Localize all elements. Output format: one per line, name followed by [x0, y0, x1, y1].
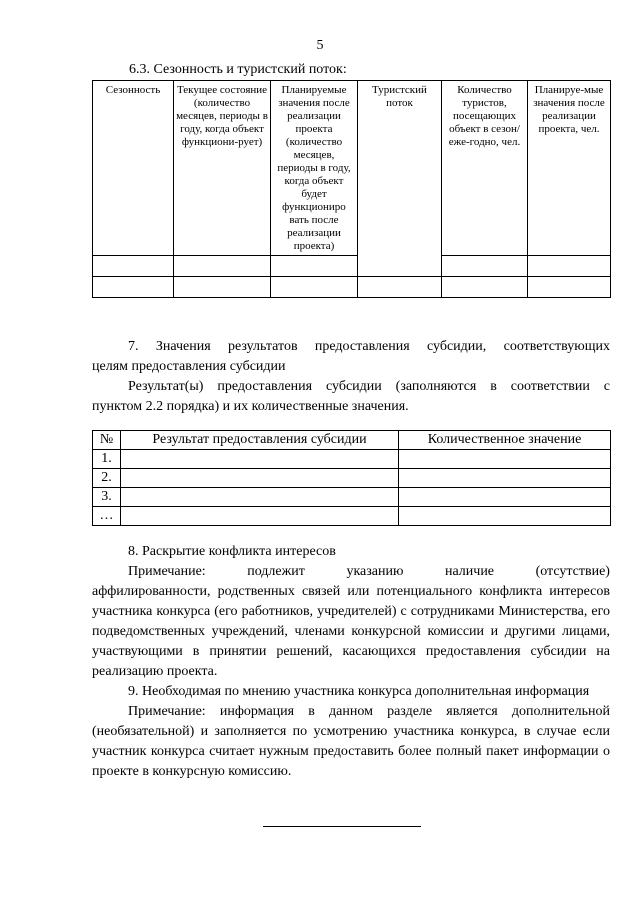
table-cell[interactable] [528, 256, 611, 277]
section-8 [92, 542, 610, 682]
row-number: … [93, 507, 121, 526]
table-cell[interactable] [121, 450, 399, 469]
col-quantity: Количественное значение [399, 431, 611, 450]
note-word: Примечание: [128, 564, 206, 579]
seasonality-header-row [93, 81, 611, 256]
col-tourists-count: Количество туристов, посещающих объект в сезон/еже-годно, чел. [442, 81, 528, 256]
note-word: наличие [444, 564, 495, 579]
table-cell[interactable] [442, 256, 528, 277]
table-row [93, 450, 611, 469]
table-cell[interactable] [174, 277, 271, 298]
results-header-row [93, 431, 611, 450]
table-row [93, 469, 611, 488]
table-cell[interactable] [399, 488, 611, 507]
signature-line [263, 826, 421, 827]
table-cell[interactable] [399, 469, 611, 488]
table-row [93, 256, 611, 277]
table-cell[interactable] [399, 507, 611, 526]
page-number: 5 [316, 38, 324, 53]
results-table [92, 430, 611, 526]
table-cell[interactable] [358, 277, 442, 298]
table-row [93, 277, 611, 298]
col-planned-tourists: Планируе-мые значения после реализации проекта, чел. [528, 81, 611, 256]
table-cell[interactable] [121, 469, 399, 488]
table-row [93, 488, 611, 507]
section-8-note-first-line [92, 562, 610, 582]
table-cell[interactable] [442, 277, 528, 298]
seasonality-table [92, 80, 611, 298]
table-cell[interactable] [93, 256, 174, 277]
section-6-3-heading: 6.3. Сезонность и туристский поток: [129, 62, 347, 77]
table-cell[interactable] [121, 507, 399, 526]
table-cell[interactable] [174, 256, 271, 277]
table-cell[interactable] [528, 277, 611, 298]
section-9-heading: 9. Необходимая по мнению участника конкурса дополнительная информация [128, 684, 590, 699]
table-row [93, 507, 611, 526]
section-8-note: аффилированности, родственных связей или потенциального конфликта интересов участника конкурса (его работников, учредителей) с сотрудниками Министерства, его подведомственных учреждений, членами конкурсной комиссии и другими лицами, участвующими в принятии решений, касающихся предоставления субсидии на реализацию проекта. [92, 584, 610, 679]
table-cell[interactable] [399, 450, 611, 469]
col-number: № [93, 431, 121, 450]
table-cell[interactable] [271, 277, 358, 298]
col-current-state: Текущее состояние (количество месяцев, периоды в году, когда объект функциони-рует) [174, 81, 271, 256]
section-8-heading: 8. Раскрытие конфликта интересов [128, 544, 336, 559]
table-cell[interactable] [271, 256, 358, 277]
section-7-text [92, 337, 610, 417]
row-number: 1. [93, 450, 121, 469]
col-seasonality: Сезонность [93, 81, 174, 256]
section-9 [92, 682, 610, 782]
section-7-line-2: целям предоставления субсидии [92, 359, 286, 374]
section-9-note: Примечание: информация в данном разделе является дополнительной (необязательной) и заполняется по усмотрению участника конкурса, в случае если участник конкурса считает нужным предоставить более полный пакет информации о проекте в конкурсную комиссию. [92, 704, 610, 779]
note-word: (отсутствие) [535, 564, 610, 579]
section-7-line-4: пунктом 2.2 порядка) и их количественные значения. [92, 399, 409, 414]
table-cell[interactable] [121, 488, 399, 507]
section-7-line-3: Результат(ы) предоставления субсидии (заполняются в соответствии с [128, 379, 610, 394]
table-cell[interactable] [93, 277, 174, 298]
note-word: подлежит [247, 564, 305, 579]
col-result: Результат предоставления субсидии [121, 431, 399, 450]
col-planned-values: Планируемые значения после реализации проекта (количество месяцев, периоды в году, когда объект будет функциониро вать после реализации проекта) [271, 81, 358, 256]
row-number: 2. [93, 469, 121, 488]
col-tourist-flow: Туристский поток [358, 81, 442, 277]
row-number: 3. [93, 488, 121, 507]
note-word: указанию [346, 564, 404, 579]
section-7-line-1: 7. Значения результатов предоставления субсидии, соответствующих [128, 339, 610, 354]
